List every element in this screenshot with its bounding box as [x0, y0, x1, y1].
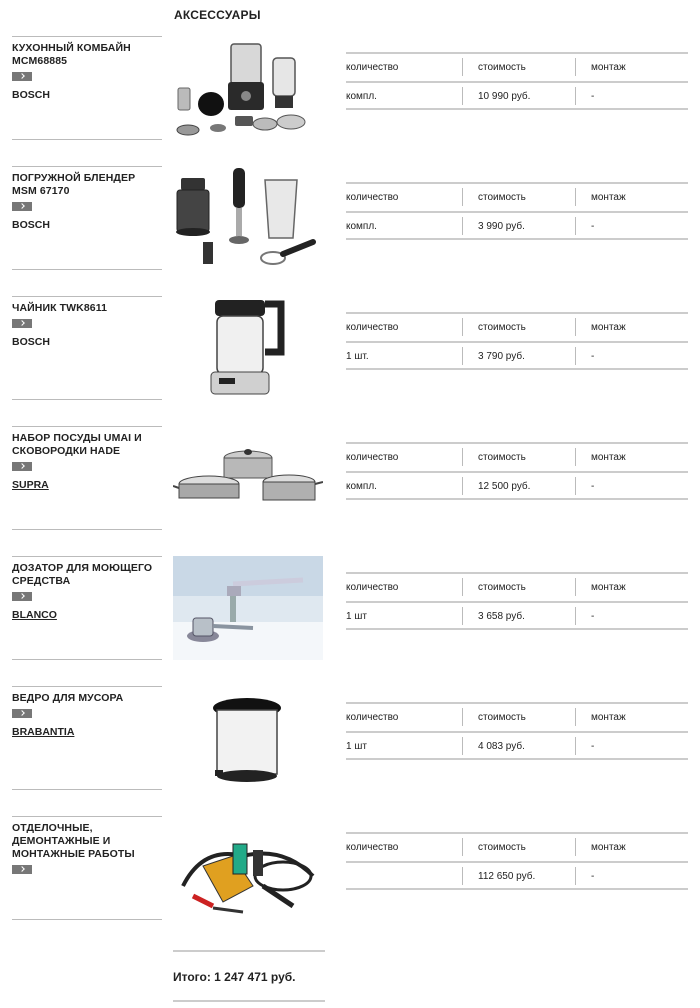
product-info: [12, 816, 162, 920]
product-item-trash-bin: [0, 686, 700, 816]
quantity-value: 1 шт: [346, 741, 367, 752]
column-divider: [575, 607, 576, 625]
header-install: монтаж: [591, 582, 626, 593]
table-row: [346, 341, 688, 370]
details-arrow-icon[interactable]: [12, 592, 32, 601]
table-row: [346, 81, 688, 110]
install-value: -: [591, 221, 595, 232]
header-cost: стоимость: [478, 322, 526, 333]
table-header-row: [346, 702, 688, 731]
header-quantity: количество: [346, 192, 399, 203]
product-table: [346, 442, 688, 500]
cost-value: 12 500 руб.: [478, 481, 531, 492]
table-header-row: [346, 312, 688, 341]
column-divider: [462, 188, 463, 206]
install-value: -: [591, 91, 595, 102]
header-quantity: количество: [346, 452, 399, 463]
product-image-trash-bin: [173, 686, 323, 790]
product-item-food-processor: [0, 36, 700, 166]
product-brand: BOSCH: [12, 219, 50, 231]
section-title: АКСЕССУАРЫ: [174, 8, 261, 22]
product-image-tools: [173, 816, 323, 920]
details-arrow-icon[interactable]: [12, 72, 32, 81]
details-arrow-icon[interactable]: [12, 202, 32, 211]
header-install: монтаж: [591, 62, 626, 73]
column-divider: [462, 347, 463, 365]
column-divider: [575, 477, 576, 495]
header-install: монтаж: [591, 842, 626, 853]
product-table: [346, 182, 688, 240]
install-value: -: [591, 481, 595, 492]
product-table: [346, 832, 688, 890]
column-divider: [462, 708, 463, 726]
quantity-value: компл.: [346, 91, 377, 102]
product-image-kettle: [173, 296, 323, 400]
table-row: [346, 861, 688, 890]
product-info: [12, 556, 162, 660]
install-value: -: [591, 741, 595, 752]
table-row: [346, 601, 688, 630]
column-divider: [462, 867, 463, 885]
install-value: -: [591, 351, 595, 362]
column-divider: [575, 318, 576, 336]
product-name: ДОЗАТОР ДЛЯ МОЮЩЕГО СРЕДСТВА: [12, 562, 153, 587]
total-block: [173, 950, 325, 1002]
column-divider: [575, 58, 576, 76]
product-brand-link[interactable]: BLANCO: [12, 609, 57, 621]
column-divider: [575, 737, 576, 755]
cost-value: 10 990 руб.: [478, 91, 531, 102]
product-image-soap-dispenser: [173, 556, 323, 660]
header-install: монтаж: [591, 452, 626, 463]
column-divider: [462, 838, 463, 856]
column-divider: [575, 347, 576, 365]
product-item-cookware: [0, 426, 700, 556]
column-divider: [462, 318, 463, 336]
header-install: монтаж: [591, 322, 626, 333]
column-divider: [462, 578, 463, 596]
column-divider: [575, 708, 576, 726]
cost-value: 3 790 руб.: [478, 351, 525, 362]
product-info: [12, 686, 162, 790]
product-info: [12, 166, 162, 270]
details-arrow-icon[interactable]: [12, 709, 32, 718]
header-cost: стоимость: [478, 712, 526, 723]
details-arrow-icon[interactable]: [12, 319, 32, 328]
product-brand: BOSCH: [12, 89, 50, 101]
header-cost: стоимость: [478, 842, 526, 853]
product-brand: BOSCH: [12, 336, 50, 348]
product-item-blender: [0, 166, 700, 296]
quantity-value: компл.: [346, 481, 377, 492]
product-name: ОТДЕЛОЧНЫЕ, ДЕМОНТАЖНЫЕ И МОНТАЖНЫЕ РАБОТЫ: [12, 822, 135, 860]
column-divider: [575, 87, 576, 105]
quantity-value: 1 шт: [346, 611, 367, 622]
product-name: ЧАЙНИК TWK8611: [12, 302, 108, 314]
product-table: [346, 312, 688, 370]
column-divider: [575, 448, 576, 466]
cost-value: 3 990 руб.: [478, 221, 525, 232]
header-cost: стоимость: [478, 62, 526, 73]
cost-value: 112 650 руб.: [478, 871, 536, 882]
header-quantity: количество: [346, 712, 399, 723]
install-value: -: [591, 611, 595, 622]
header-cost: стоимость: [478, 452, 526, 463]
quantity-value: компл.: [346, 221, 377, 232]
table-header-row: [346, 52, 688, 81]
details-arrow-icon[interactable]: [12, 462, 32, 471]
product-info: [12, 296, 162, 400]
column-divider: [575, 217, 576, 235]
product-item-works: [0, 816, 700, 946]
product-table: [346, 702, 688, 760]
header-cost: стоимость: [478, 192, 526, 203]
column-divider: [462, 448, 463, 466]
column-divider: [462, 87, 463, 105]
column-divider: [575, 867, 576, 885]
column-divider: [575, 838, 576, 856]
header-quantity: количество: [346, 842, 399, 853]
column-divider: [462, 607, 463, 625]
product-name: КУХОННЫЙ КОМБАЙН MCM68885: [12, 42, 131, 67]
table-header-row: [346, 182, 688, 211]
header-install: монтаж: [591, 192, 626, 203]
product-brand-link[interactable]: SUPRA: [12, 479, 49, 491]
product-item-kettle: [0, 296, 700, 426]
product-image-cookware: [173, 426, 323, 530]
product-name: ВЕДРО ДЛЯ МУСОРА: [12, 692, 124, 704]
table-header-row: [346, 442, 688, 471]
column-divider: [462, 737, 463, 755]
product-info: [12, 426, 162, 530]
header-cost: стоимость: [478, 582, 526, 593]
column-divider: [575, 188, 576, 206]
header-quantity: количество: [346, 322, 399, 333]
product-image-blender: [173, 166, 323, 270]
table-row: [346, 731, 688, 760]
table-header-row: [346, 832, 688, 861]
product-image-food-processor: [173, 36, 323, 140]
table-header-row: [346, 572, 688, 601]
product-name: НАБОР ПОСУДЫ UMAI И СКОВОРОДКИ HADE: [12, 432, 142, 457]
product-name: ПОГРУЖНОЙ БЛЕНДЕР MSM 67170: [12, 172, 136, 197]
column-divider: [575, 578, 576, 596]
column-divider: [462, 217, 463, 235]
quantity-value: 1 шт.: [346, 351, 369, 362]
product-info: [12, 36, 162, 140]
header-install: монтаж: [591, 712, 626, 723]
product-table: [346, 52, 688, 110]
install-value: -: [591, 871, 595, 882]
product-item-soap-dispenser: [0, 556, 700, 686]
column-divider: [462, 477, 463, 495]
header-quantity: количество: [346, 582, 399, 593]
column-divider: [462, 58, 463, 76]
total-amount: Итого: 1 247 471 руб.: [173, 970, 296, 984]
details-arrow-icon[interactable]: [12, 865, 32, 874]
product-table: [346, 572, 688, 630]
cost-value: 3 658 руб.: [478, 611, 525, 622]
product-brand-link[interactable]: BRABANTIA: [12, 726, 75, 738]
header-quantity: количество: [346, 62, 399, 73]
table-row: [346, 211, 688, 240]
cost-value: 4 083 руб.: [478, 741, 525, 752]
table-row: [346, 471, 688, 500]
